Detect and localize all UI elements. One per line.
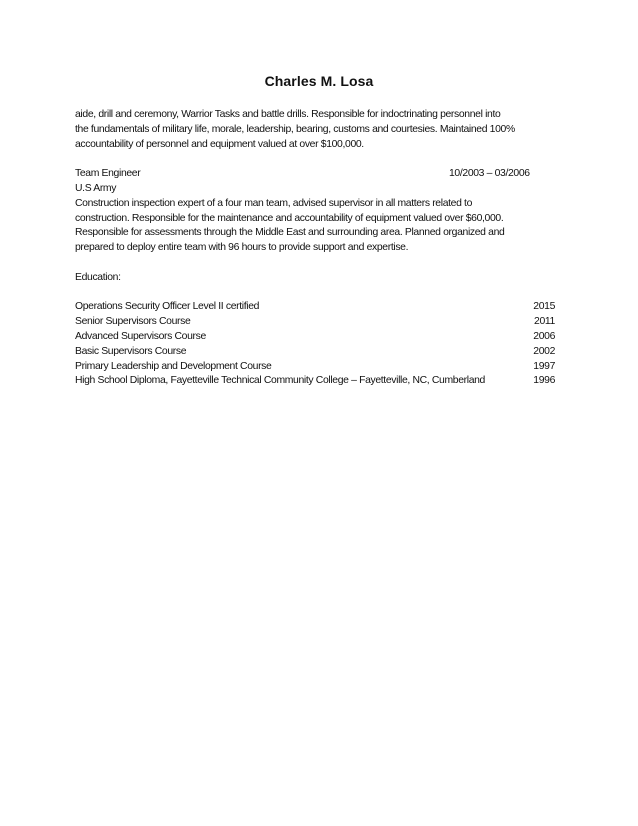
education-year: 2015 [533,301,555,313]
education-item [75,300,555,315]
education-year: 1996 [533,375,555,387]
education-heading: Education: [75,271,121,283]
education-list [75,300,555,389]
education-name: Advanced Supervisors Course [75,330,206,342]
spacer [75,152,555,167]
job-header [75,167,555,182]
education-name: High School Diploma, Fayetteville Technical Community College – Fayetteville, NC, Cumberland [75,375,485,387]
job-description-line: prepared to deploy entire team with 96 hours to provide support and expertise. [75,242,409,254]
job-description [75,197,555,256]
paragraph-line: accountability of personnel and equipment valued at over $100,000. [75,138,364,150]
candidate-name: Charles M. Losa [264,73,374,89]
education-name: Senior Supervisors Course [75,316,191,328]
job-title: Team Engineer [75,168,141,180]
education-item [75,345,555,360]
education-item [75,315,555,330]
job-entry [75,167,555,256]
job-description-line: Construction inspection expert of a four man team, advised supervisor in all matters related to [75,197,473,209]
job-description-line: Responsible for assessments through the Middle East and surrounding area. Planned organized and [75,227,505,239]
education-item [75,360,555,375]
job-dates: 10/2003 – 03/2006 [449,168,530,180]
job-description-line: construction. Responsible for the maintenance and accountability of equipment valued over $60,000. [75,212,504,224]
spacer [75,286,555,301]
education-year: 2002 [533,345,555,357]
education-name: Primary Leadership and Development Course [75,360,272,372]
education-item [75,374,555,389]
continued-experience-paragraph [75,108,555,152]
education-year: 2011 [534,316,555,328]
paragraph-line: aide, drill and ceremony, Warrior Tasks and battle drills. Responsible for indoctrinating personnel into [75,109,501,120]
education-year: 2006 [533,330,555,342]
education-item [75,330,555,345]
education-name: Basic Supervisors Course [75,345,187,357]
resume-content [75,108,555,389]
job-employer: U.S Army [75,182,117,194]
education-name: Operations Security Officer Level II certified [75,301,260,313]
paragraph-line: the fundamentals of military life, morale, leadership, bearing, customs and courtesies. Maintained 100% [75,123,515,135]
spacer [75,256,555,271]
education-year: 1997 [533,360,555,372]
